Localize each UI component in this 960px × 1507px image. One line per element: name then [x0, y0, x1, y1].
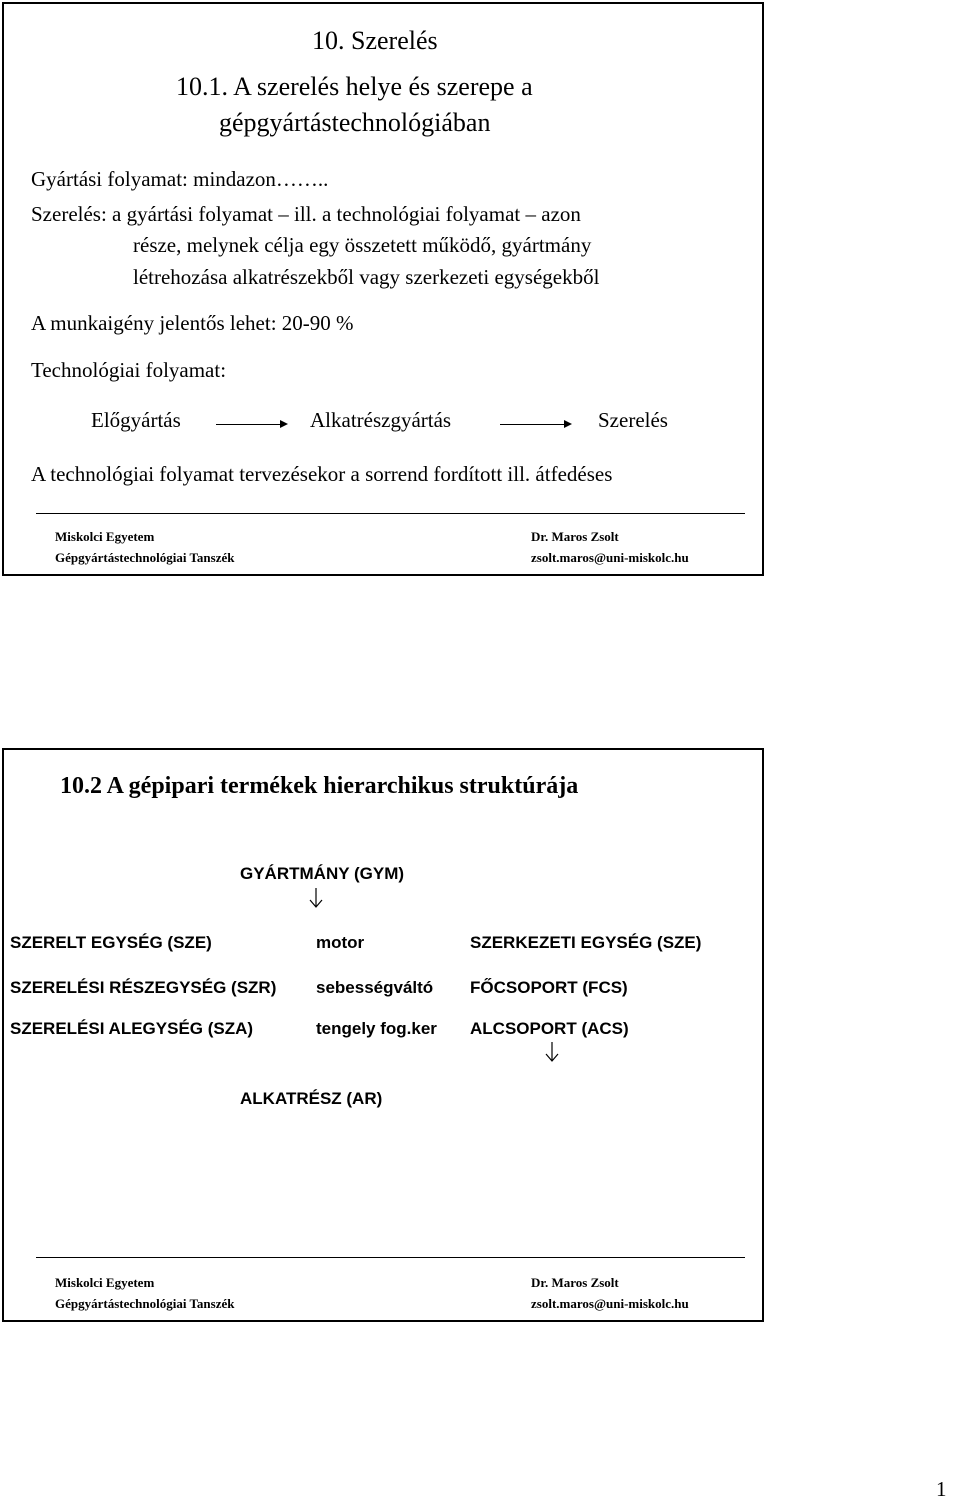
text-technologiai-folyamat: Technológiai folyamat: [31, 358, 227, 382]
footer-email: zsolt.maros@uni-miskolc.hu [531, 1296, 689, 1311]
footer-university: Miskolci Egyetem [55, 529, 155, 544]
footer-divider [36, 513, 745, 514]
hierarchy-alkatresz: ALKATRÉSZ (AR) [240, 1089, 383, 1108]
footer-department: Gépgyártástechnológiai Tanszék [55, 1296, 235, 1311]
hierarchy-right-2: FŐCSOPORT (FCS) [470, 978, 628, 997]
hierarchy-left-3: SZERELÉSI ALEGYSÉG (SZA) [10, 1019, 254, 1038]
arrow-down-icon [544, 1041, 560, 1063]
footer-university: Miskolci Egyetem [55, 1275, 155, 1290]
hierarchy-left-1: SZERELT EGYSÉG (SZE) [10, 933, 212, 952]
arrow-down-icon [308, 887, 324, 909]
text-szereles-def-3: létrehozása alkatrészekből vagy szerkezeti egységekből [133, 265, 600, 289]
text-szereles-def-1: Szerelés: a gyártási folyamat – ill. a technológiai folyamat – azon [31, 202, 581, 226]
slide-2 [2, 748, 764, 1322]
hierarchy-right-1: SZERKEZETI EGYSÉG (SZE) [470, 933, 702, 952]
section-title-line-2: gépgyártástechnológiában [219, 108, 491, 137]
hierarchy-example-3: tengely fog.ker [316, 1019, 437, 1038]
text-sorrend: A technológiai folyamat tervezésekor a sorrend fordított ill. átfedéses [31, 462, 613, 486]
page-title: 10. Szerelés [312, 26, 438, 55]
flow-step-szereles: Szerelés [598, 408, 668, 432]
slide-title: 10.2 A gépipari termékek hierarchikus struktúrája [60, 773, 579, 799]
text-munkaigeny: A munkaigény jelentős lehet: 20-90 % [31, 311, 354, 335]
slide-1 [2, 2, 764, 576]
footer-author: Dr. Maros Zsolt [531, 1275, 619, 1290]
footer-department: Gépgyártástechnológiai Tanszék [55, 550, 235, 565]
section-title-line-1: 10.1. A szerelés helye és szerepe a [176, 72, 533, 101]
footer-email: zsolt.maros@uni-miskolc.hu [531, 550, 689, 565]
footer-divider [36, 1257, 745, 1258]
hierarchy-gyartmany: GYÁRTMÁNY (GYM) [240, 864, 405, 883]
arrow-right-icon [500, 424, 570, 425]
hierarchy-right-3: ALCSOPORT (ACS) [470, 1019, 629, 1038]
arrow-right-icon [216, 424, 286, 425]
text-gyartasi-folyamat: Gyártási folyamat: mindazon…….. [31, 167, 329, 191]
flow-step-elogyartas: Előgyártás [91, 408, 181, 432]
hierarchy-left-2: SZERELÉSI RÉSZEGYSÉG (SZR) [10, 978, 277, 997]
hierarchy-example-1: motor [316, 933, 365, 952]
flow-step-alkatreszgyartas: Alkatrészgyártás [310, 408, 452, 432]
hierarchy-example-2: sebességváltó [316, 978, 434, 997]
page-number: 1 [936, 1477, 947, 1501]
footer-author: Dr. Maros Zsolt [531, 529, 619, 544]
text-szereles-def-2: része, melynek célja egy összetett működő, gyártmány [133, 233, 592, 257]
